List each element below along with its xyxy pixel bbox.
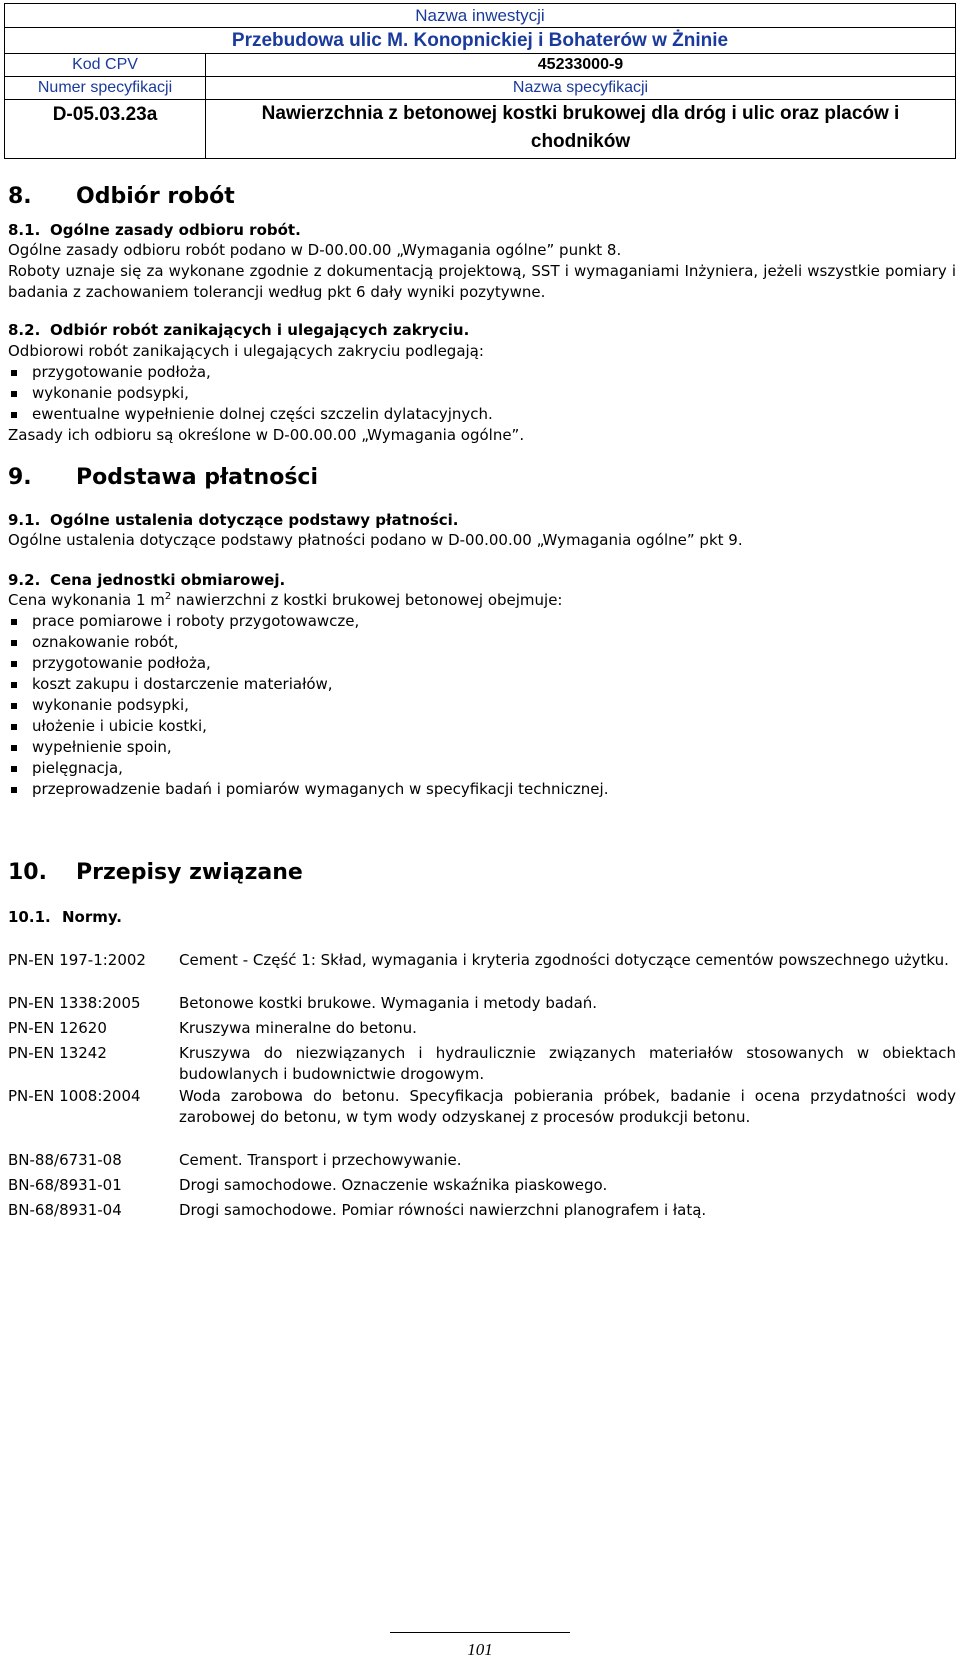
subsection-title: Odbiór robót zanikających i ulegających zakryciu. — [50, 321, 470, 339]
norm-code: PN-EN 13242 — [8, 1044, 107, 1062]
cpv-code: 45233000-9 — [206, 54, 956, 77]
norm-code: BN-68/8931-04 — [8, 1201, 122, 1219]
superscript: 2 — [164, 591, 172, 602]
investment-label: Nazwa inwestycji — [5, 4, 956, 28]
norm-code: BN-68/8931-01 — [8, 1176, 122, 1194]
norm-description: Drogi samochodowe. Oznaczenie wskaźnika piaskowego. — [179, 1176, 608, 1194]
norm-row — [8, 1175, 956, 1196]
section-number: 9. — [8, 465, 32, 490]
list-item: przygotowanie podłoża, — [8, 362, 956, 383]
subsection-title: Ogólne ustalenia dotyczące podstawy płatności. — [50, 511, 459, 529]
list-item: oznakowanie robót, — [8, 632, 956, 653]
page-number: 101 — [467, 1640, 493, 1659]
section-title: Przepisy związane — [76, 860, 303, 885]
investment-name: Przebudowa ulic M. Konopnickiej i Bohaterów w Żninie — [5, 28, 956, 54]
section-9-2-heading — [8, 571, 956, 589]
subsection-number: 8.1. — [8, 221, 41, 239]
section-8-2-heading — [8, 321, 956, 339]
text-segment: Cena wykonania 1 m — [8, 591, 165, 609]
norm-description: Cement - Część 1: Skład, wymagania i kryteria zgodności dotyczące cementów powszechnego użytku. — [179, 951, 949, 969]
norm-row — [8, 1150, 956, 1171]
section-number: 8. — [8, 184, 32, 209]
norm-description: Kruszywa mineralne do betonu. — [179, 1019, 417, 1037]
list-item: wykonanie podsypki, — [8, 383, 956, 404]
section-title: Podstawa płatności — [76, 465, 318, 490]
spec-name-label: Nazwa specyfikacji — [206, 77, 956, 100]
section-8-1-heading — [8, 221, 956, 239]
paragraph: Roboty uznaje się za wykonane zgodnie z dokumentacją projektową, SST i wymaganiami Inżyniera, jeżeli wszystkie pomiary i badania z zachowaniem tolerancji według pkt 6 dały wyniki pozytywne. — [8, 262, 956, 301]
norm-row — [8, 1018, 956, 1039]
norm-description: Woda zarobowa do betonu. Specyfikacja pobierania próbek, badanie i ocena przydatności wody zarobowej do betonu, w tym wody odzyskanej z procesów produkcji betonu. — [179, 1087, 956, 1126]
text-segment: nawierzchni z kostki brukowej betonowej obejmuje: — [171, 591, 563, 609]
footer-divider — [390, 1632, 570, 1633]
section-9-1-heading — [8, 511, 956, 529]
norm-row — [8, 1086, 956, 1128]
section-10-heading — [8, 860, 956, 885]
section-9-heading — [8, 465, 956, 490]
subsection-number: 9.2. — [8, 571, 41, 589]
list-item: przygotowanie podłoża, — [8, 653, 956, 674]
list-item: prace pomiarowe i roboty przygotowawcze, — [8, 611, 956, 632]
list-item: pielęgnacja, — [8, 758, 956, 779]
subsection-number: 10.1. — [8, 908, 51, 926]
paragraph — [8, 590, 956, 611]
spec-number: D-05.03.23a — [5, 100, 206, 159]
section-10-1-heading — [8, 908, 956, 926]
paragraph: Ogólne ustalenia dotyczące podstawy płatności podano w D-00.00.00 „Wymagania ogólne” pkt 9. — [8, 531, 743, 549]
document-header — [4, 3, 956, 159]
paragraph: Odbiorowi robót zanikających i ulegających zakryciu podlegają: — [8, 342, 484, 360]
list-item: ułożenie i ubicie kostki, — [8, 716, 956, 737]
section-number: 10. — [8, 860, 47, 885]
subsection-number: 8.2. — [8, 321, 41, 339]
spec-name: Nawierzchnia z betonowej kostki brukowej dla dróg i ulic oraz placów i chodników — [206, 100, 956, 159]
norm-description: Kruszywa do niezwiązanych i hydraulicznie związanych materiałów stosowanych w obiektach budowlanych i budownictwie drogowym. — [179, 1044, 956, 1083]
section-title: Odbiór robót — [76, 184, 235, 209]
norm-code: PN-EN 197-1:2002 — [8, 951, 146, 969]
subsection-title: Cena jednostki obmiarowej. — [50, 571, 286, 589]
subsection-number: 9.1. — [8, 511, 41, 529]
subsection-title: Ogólne zasady odbioru robót. — [50, 221, 301, 239]
cpv-label: Kod CPV — [5, 54, 206, 77]
paragraph: Zasady ich odbioru są określone w D-00.00.00 „Wymagania ogólne”. — [8, 426, 525, 444]
list-item: wykonanie podsypki, — [8, 695, 956, 716]
subsection-title: Normy. — [62, 908, 122, 926]
paragraph: Ogólne zasady odbioru robót podano w D-00.00.00 „Wymagania ogólne” punkt 8. — [8, 241, 622, 259]
list-item: wypełnienie spoin, — [8, 737, 956, 758]
norm-code: PN-EN 1338:2005 — [8, 994, 141, 1012]
norm-row — [8, 1043, 956, 1085]
norm-row — [8, 950, 956, 971]
list-item: ewentualne wypełnienie dolnej części szczelin dylatacyjnych. — [8, 404, 956, 425]
section-8-heading — [8, 184, 956, 209]
spec-number-label: Numer specyfikacji — [5, 77, 206, 100]
norm-code: PN-EN 12620 — [8, 1019, 107, 1037]
list-item: koszt zakupu i dostarczenie materiałów, — [8, 674, 956, 695]
norm-description: Cement. Transport i przechowywanie. — [179, 1151, 462, 1169]
bullet-list — [8, 611, 956, 800]
bullet-list — [8, 362, 956, 425]
norm-code: BN-88/6731-08 — [8, 1151, 122, 1169]
norm-description: Betonowe kostki brukowe. Wymagania i metody badań. — [179, 994, 598, 1012]
norm-description: Drogi samochodowe. Pomiar równości nawierzchni planografem i łatą. — [179, 1201, 707, 1219]
norm-row — [8, 1200, 956, 1221]
norm-row — [8, 993, 956, 1014]
norm-code: PN-EN 1008:2004 — [8, 1087, 141, 1105]
list-item: przeprowadzenie badań i pomiarów wymaganych w specyfikacji technicznej. — [8, 779, 956, 800]
